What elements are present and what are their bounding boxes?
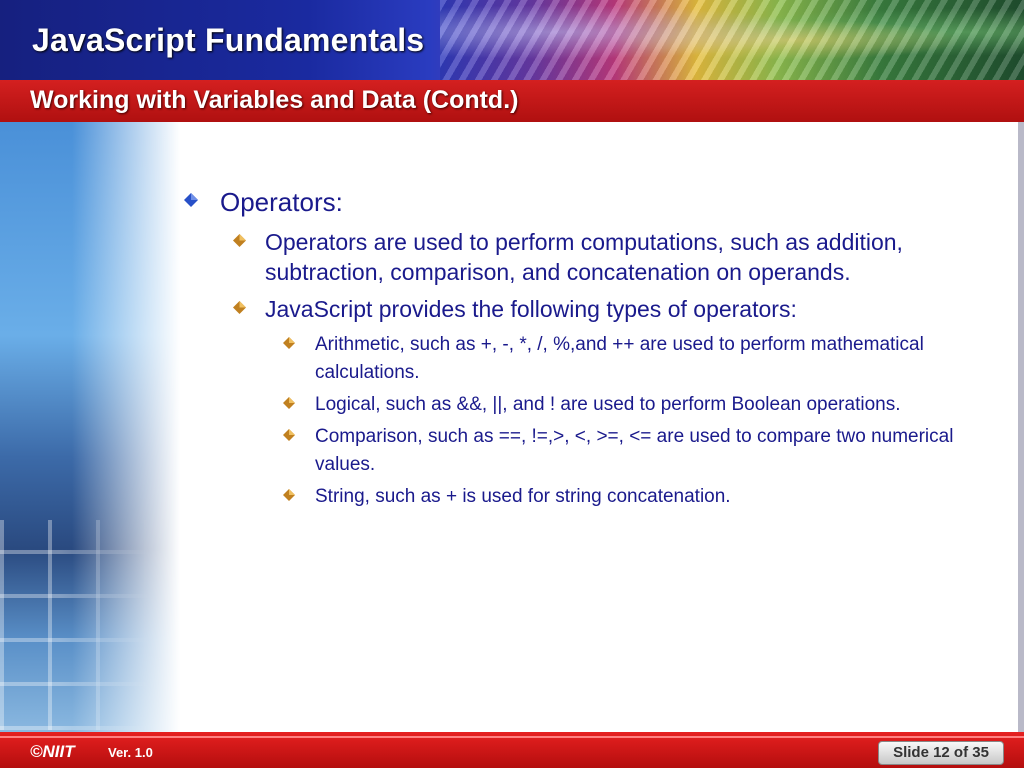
header-photo-collage: [440, 0, 1024, 80]
gold-diamond-bullet-icon: [283, 397, 295, 409]
slide-content: [180, 185, 960, 515]
slide-number: Slide 12 of 35: [878, 741, 1004, 765]
right-edge-border: [1018, 122, 1024, 732]
page-title: JavaScript Fundamentals: [32, 22, 425, 58]
point-text: JavaScript provides the following types of operators:: [265, 296, 797, 322]
operator-type-item: [275, 391, 960, 419]
point-text: Operators are used to perform computations, such as addition, subtraction, comparison, and concatenation on operands.: [265, 229, 903, 285]
gold-diamond-bullet-icon: [283, 489, 295, 501]
gold-diamond-bullet-icon: [233, 234, 246, 247]
bullet-heading: [180, 185, 960, 219]
gold-diamond-bullet-icon: [283, 429, 295, 441]
operator-type-text: Comparison, such as ==, !=,>, <, >=, <= are used to compare two numerical values.: [315, 426, 954, 475]
operator-type-item: [275, 331, 960, 387]
bullet-point: [225, 294, 960, 324]
section-subtitle: Working with Variables and Data (Contd.): [30, 86, 519, 114]
heading-text: Operators:: [220, 187, 343, 217]
niit-logo: ©NIIT: [30, 742, 75, 761]
keyboard-image: [0, 520, 150, 730]
operator-type-text: Logical, such as &&, ||, and ! are used to perform Boolean operations.: [315, 394, 901, 415]
footer-divider: [0, 736, 1024, 738]
operator-type-item: [275, 483, 960, 511]
version-label: Ver. 1.0: [108, 745, 153, 760]
operator-type-text: String, such as + is used for string concatenation.: [315, 486, 731, 507]
gold-diamond-bullet-icon: [233, 301, 246, 314]
bullet-point: [225, 227, 960, 287]
operator-type-item: [275, 423, 960, 479]
blue-diamond-bullet-icon: [184, 193, 198, 207]
operator-type-text: Arithmetic, such as +, -, *, /, %,and ++ are used to perform mathematical calculations.: [315, 334, 924, 383]
gold-diamond-bullet-icon: [283, 337, 295, 349]
